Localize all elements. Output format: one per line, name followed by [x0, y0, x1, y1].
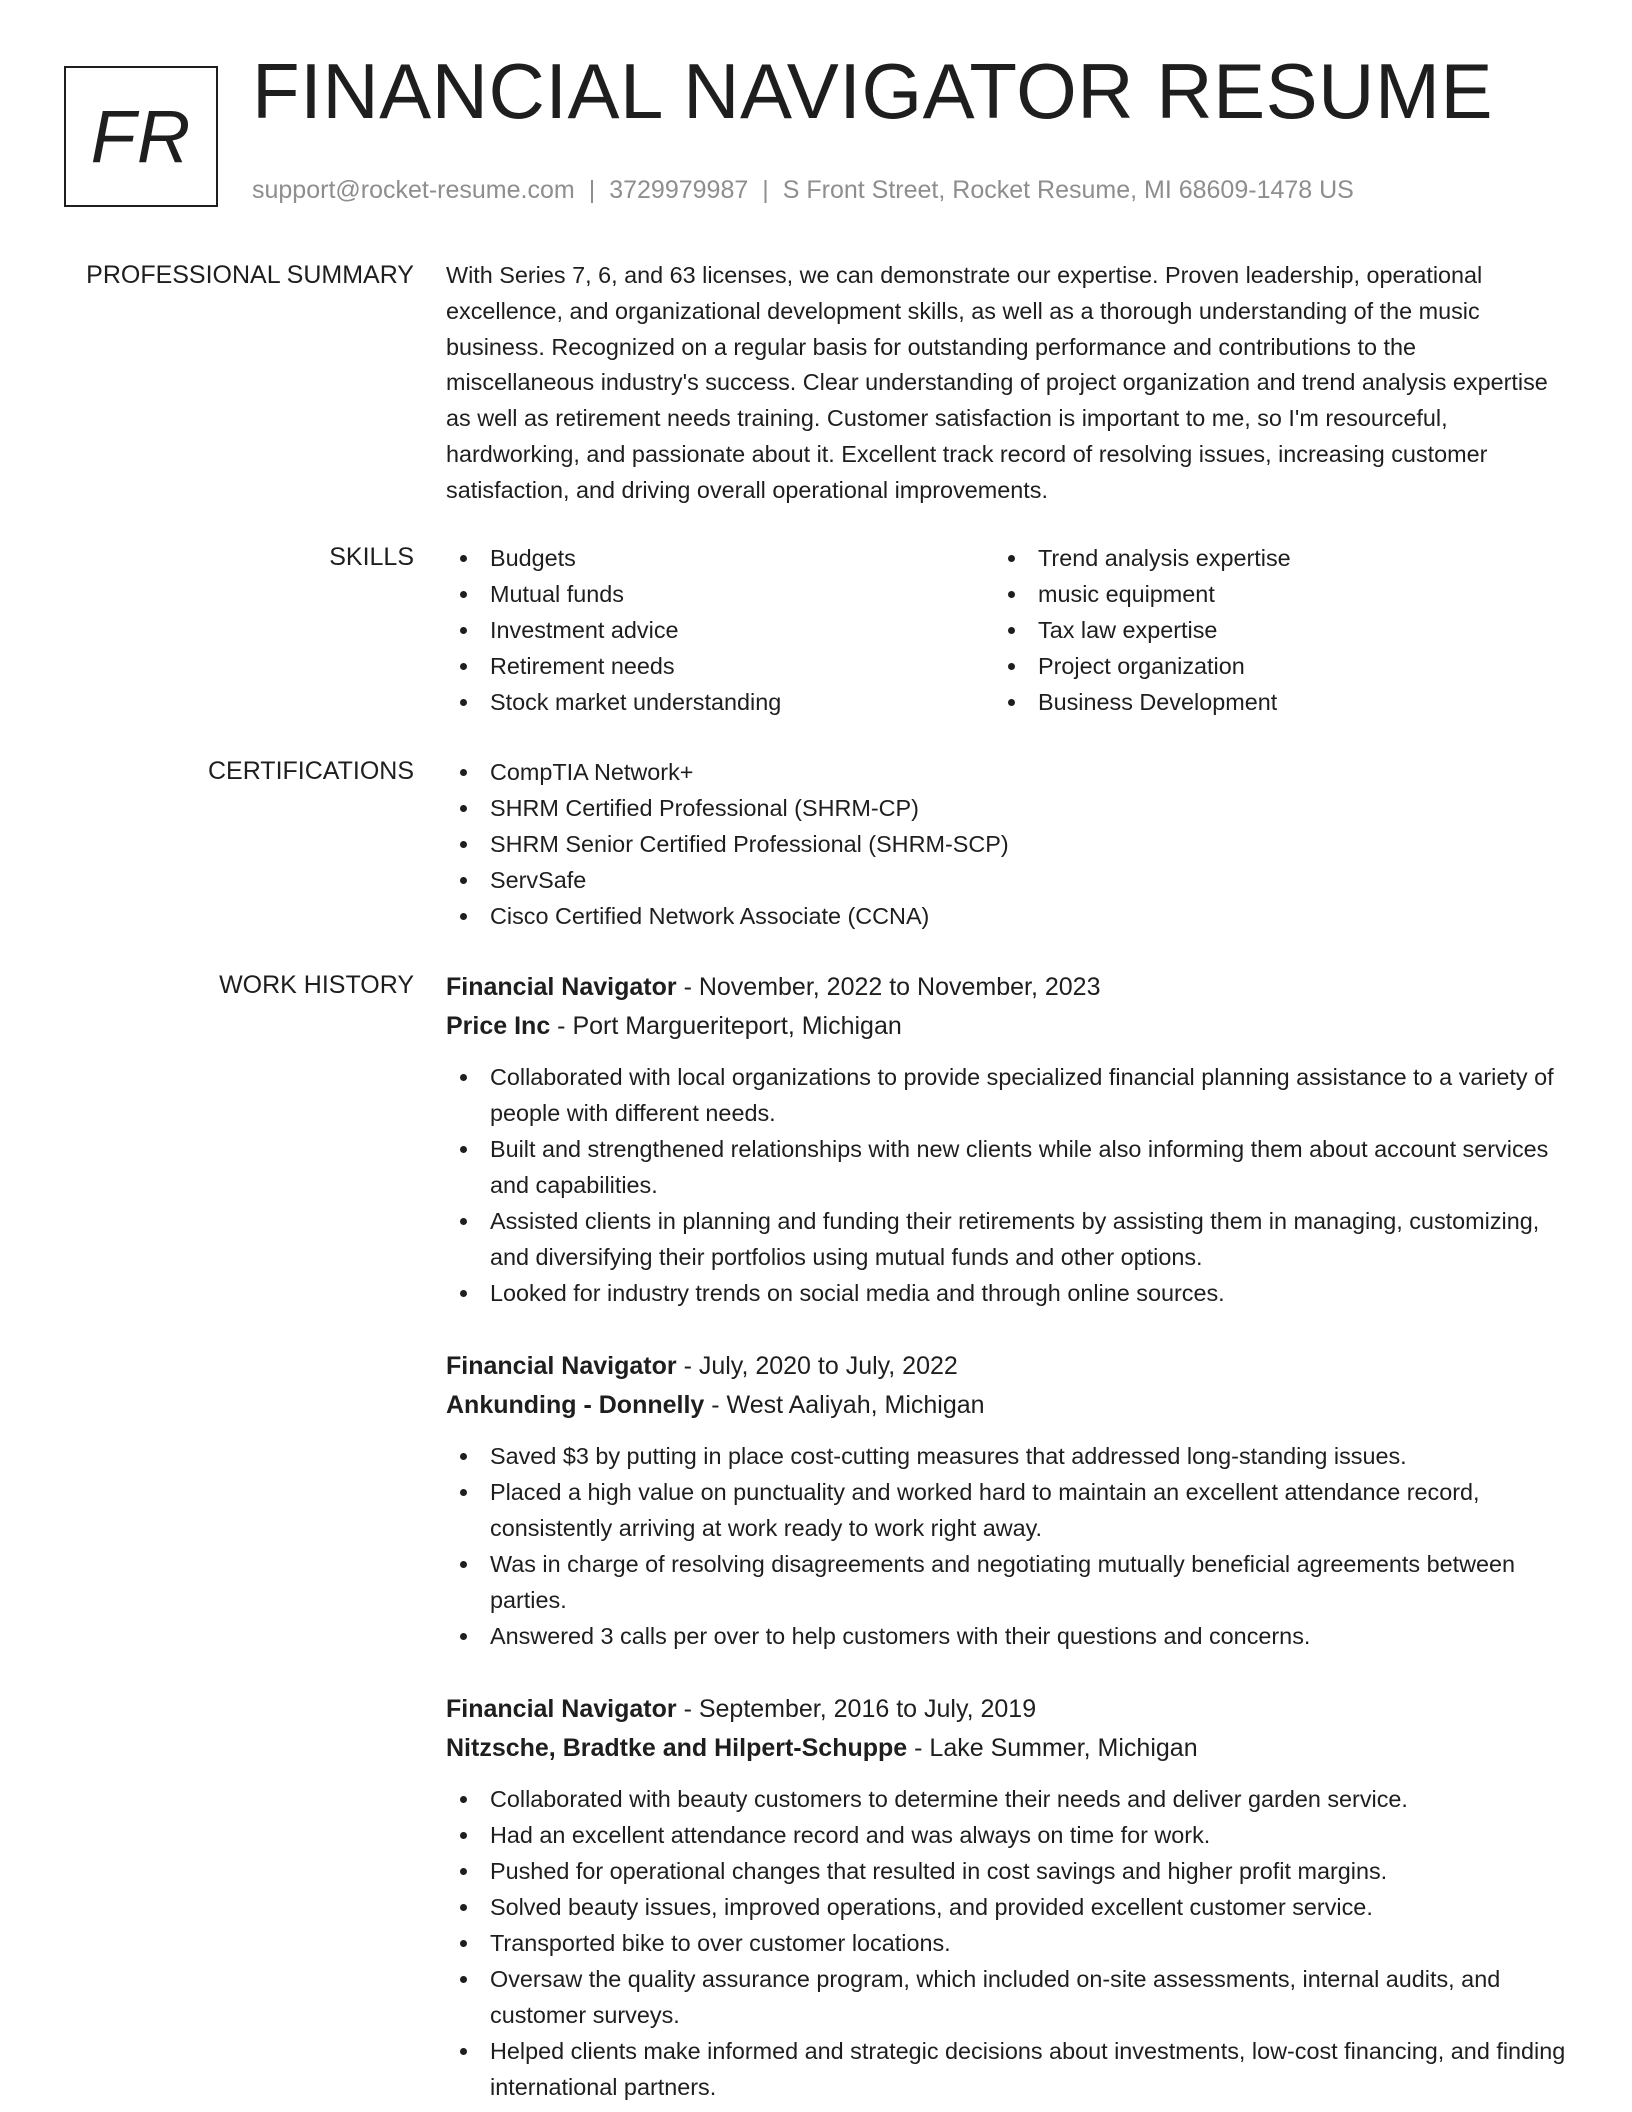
- skill-item: Investment advice: [446, 612, 994, 648]
- section-body: [446, 968, 1566, 2105]
- skill-item: Trend analysis expertise: [994, 540, 1542, 576]
- job-bullet: Saved $3 by putting in place cost-cutting measures that addressed long-standing issues.: [446, 1438, 1566, 1474]
- skill-item: music equipment: [994, 576, 1542, 612]
- job-company: Nitzsche, Bradtke and Hilpert-Schuppe: [446, 1734, 908, 1762]
- job-bullet: Collaborated with beauty customers to determine their needs and deliver garden service.: [446, 1781, 1566, 1817]
- section-label: SKILLS: [329, 543, 414, 571]
- resume-title: FINANCIAL NAVIGATOR RESUME: [252, 47, 1493, 135]
- summary-text: With Series 7, 6, and 63 licenses, we can demonstrate our expertise. Proven leadership, operational excellence, and organizational development skills, as well as a thorough understanding of the music business. Recognized on a regular basis for outstanding performance and contributions to the miscellaneous industry's success. Clear understanding of project organization and trend analysis expertise as well as retirement needs training. Customer satisfaction is important to me, so I'm resourceful, hardworking, and passionate about it. Excellent track record of resolving issues, increasing customer satisfaction, and driving overall operational improvements.: [446, 262, 1548, 503]
- job-bullet: Looked for industry trends on social media and through online sources.: [446, 1275, 1566, 1311]
- certification-item: CompTIA Network+: [446, 754, 1566, 790]
- job-company-line: [446, 1007, 1566, 1046]
- job-bullets: [446, 1438, 1566, 1654]
- job-dates: - November, 2022 to November, 2023: [676, 973, 1101, 1001]
- skill-item: Budgets: [446, 540, 994, 576]
- job-bullets: [446, 1781, 1566, 2105]
- job-entry: [446, 1690, 1566, 2105]
- contact-separator: |: [588, 176, 596, 204]
- contact-address: S Front Street, Rocket Resume, MI 68609-1478 US: [782, 176, 1354, 204]
- section-label: CERTIFICATIONS: [207, 757, 414, 785]
- job-title: Financial Navigator: [446, 1695, 677, 1723]
- job-title-line: [446, 1690, 1566, 1729]
- job-title: Financial Navigator: [446, 973, 677, 1001]
- job-title: Financial Navigator: [446, 1352, 677, 1380]
- job-bullet: Assisted clients in planning and funding their retirements by assisting them in managing, customizing, and diversifying their portfolios using mutual funds and other options.: [446, 1203, 1566, 1275]
- job-bullet: Answered 3 calls per over to help customers with their questions and concerns.: [446, 1618, 1566, 1654]
- job-title-line: [446, 1347, 1566, 1386]
- job-entry: [446, 968, 1566, 1311]
- certification-item: SHRM Certified Professional (SHRM-CP): [446, 790, 1566, 826]
- section-label: WORK HISTORY: [219, 971, 414, 999]
- monogram-logo: FR: [64, 66, 218, 207]
- job-bullet: Placed a high value on punctuality and worked hard to maintain an excellent attendance record, consistently arriving at work ready to work right away.: [446, 1474, 1566, 1546]
- skill-item: Business Development: [994, 684, 1542, 720]
- certifications-list: [446, 754, 1566, 934]
- job-entry: [446, 1347, 1566, 1654]
- skill-item: Project organization: [994, 648, 1542, 684]
- job-location: - Port Margueriteport, Michigan: [550, 1012, 902, 1040]
- job-bullet: Was in charge of resolving disagreements and negotiating mutually beneficial agreements between parties.: [446, 1546, 1566, 1618]
- job-bullet: Pushed for operational changes that resulted in cost savings and higher profit margins.: [446, 1853, 1566, 1889]
- job-bullet: Oversaw the quality assurance program, which included on-site assessments, internal audits, and customer surveys.: [446, 1961, 1566, 2033]
- certification-item: Cisco Certified Network Associate (CCNA): [446, 898, 1566, 934]
- job-bullet: Helped clients make informed and strategic decisions about investments, low-cost financing, and finding international partners.: [446, 2033, 1566, 2105]
- skill-item: Stock market understanding: [446, 684, 994, 720]
- skill-item: Mutual funds: [446, 576, 994, 612]
- job-location: - West Aaliyah, Michigan: [704, 1391, 985, 1419]
- job-bullet: Had an excellent attendance record and was always on time for work.: [446, 1817, 1566, 1853]
- job-bullet: Solved beauty issues, improved operations, and provided excellent customer service.: [446, 1889, 1566, 1925]
- skills-list-right: [994, 540, 1542, 720]
- job-dates: - July, 2020 to July, 2022: [676, 1352, 958, 1380]
- job-company-line: [446, 1386, 1566, 1425]
- job-location: - Lake Summer, Michigan: [907, 1734, 1198, 1762]
- section-body: [446, 754, 1566, 934]
- contact-phone[interactable]: 3729979987: [609, 176, 749, 204]
- contact-separator: |: [762, 176, 769, 204]
- job-bullet: Transported bike to over customer locations.: [446, 1925, 1566, 1961]
- job-company-line: [446, 1729, 1566, 1768]
- job-dates: - September, 2016 to July, 2019: [676, 1695, 1037, 1723]
- job-bullet: Collaborated with local organizations to provide specialized financial planning assistance to a variety of people with different needs.: [446, 1059, 1566, 1131]
- job-company: Ankunding - Donnelly: [446, 1391, 705, 1419]
- job-company: Price Inc: [446, 1012, 551, 1040]
- job-bullets: [446, 1059, 1566, 1311]
- skills-columns: [446, 540, 1566, 720]
- skill-item: Tax law expertise: [994, 612, 1542, 648]
- section-body: [446, 540, 1566, 720]
- certification-item: SHRM Senior Certified Professional (SHRM-SCP): [446, 826, 1566, 862]
- skills-list-left: [446, 540, 994, 720]
- job-bullet: Built and strengthened relationships with new clients while also informing them about account services and capabilities.: [446, 1131, 1566, 1203]
- contact-email[interactable]: support@rocket-resume.com: [252, 176, 575, 204]
- section-label: PROFESSIONAL SUMMARY: [86, 261, 414, 289]
- certification-item: ServSafe: [446, 862, 1566, 898]
- resume-header: [0, 0, 1632, 230]
- contact-line: [252, 175, 1354, 205]
- section-body: [446, 258, 1566, 509]
- job-title-line: [446, 968, 1566, 1007]
- skill-item: Retirement needs: [446, 648, 994, 684]
